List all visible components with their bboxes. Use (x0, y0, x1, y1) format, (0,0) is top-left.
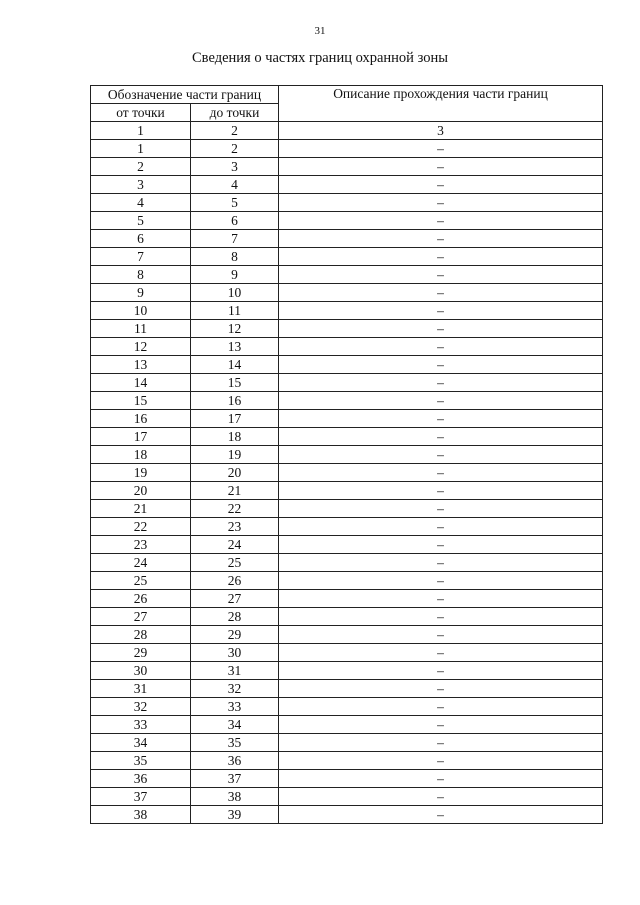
cell-description: – (279, 176, 603, 194)
cell-from-point: 21 (91, 500, 191, 518)
cell-description: – (279, 320, 603, 338)
cell-to-point: 39 (191, 806, 279, 824)
cell-description: – (279, 302, 603, 320)
cell-to-point: 26 (191, 572, 279, 590)
cell-description: – (279, 770, 603, 788)
cell-to-point: 33 (191, 698, 279, 716)
cell-from-point: 2 (91, 158, 191, 176)
table-row (91, 716, 603, 734)
cell-from-point: 14 (91, 374, 191, 392)
table-row (91, 608, 603, 626)
cell-description: – (279, 518, 603, 536)
column-number: 3 (279, 122, 603, 140)
cell-to-point: 17 (191, 410, 279, 428)
cell-description: – (279, 662, 603, 680)
cell-description: – (279, 284, 603, 302)
table-row (91, 374, 603, 392)
cell-to-point: 24 (191, 536, 279, 554)
table-row (91, 482, 603, 500)
cell-to-point: 22 (191, 500, 279, 518)
table-body (91, 140, 603, 824)
cell-to-point: 16 (191, 392, 279, 410)
cell-description: – (279, 266, 603, 284)
table-row (91, 806, 603, 824)
cell-from-point: 5 (91, 212, 191, 230)
page-number: 31 (314, 25, 326, 37)
cell-to-point: 36 (191, 752, 279, 770)
cell-to-point: 8 (191, 248, 279, 266)
cell-from-point: 18 (91, 446, 191, 464)
cell-from-point: 28 (91, 626, 191, 644)
cell-from-point: 33 (91, 716, 191, 734)
cell-description: – (279, 644, 603, 662)
cell-to-point: 35 (191, 734, 279, 752)
table-row (91, 734, 603, 752)
cell-to-point: 18 (191, 428, 279, 446)
table-row (91, 410, 603, 428)
table-row (91, 788, 603, 806)
cell-description: – (279, 590, 603, 608)
table-row (91, 140, 603, 158)
cell-description: – (279, 248, 603, 266)
table-row (91, 320, 603, 338)
table-row (91, 770, 603, 788)
cell-from-point: 19 (91, 464, 191, 482)
cell-description: – (279, 698, 603, 716)
cell-description: – (279, 554, 603, 572)
cell-description: – (279, 338, 603, 356)
cell-to-point: 19 (191, 446, 279, 464)
table-row (91, 518, 603, 536)
cell-to-point: 10 (191, 284, 279, 302)
cell-from-point: 15 (91, 392, 191, 410)
table-row (91, 680, 603, 698)
cell-from-point: 6 (91, 230, 191, 248)
cell-description: – (279, 212, 603, 230)
cell-to-point: 25 (191, 554, 279, 572)
cell-description: – (279, 752, 603, 770)
cell-description: – (279, 788, 603, 806)
cell-to-point: 29 (191, 626, 279, 644)
cell-from-point: 10 (91, 302, 191, 320)
cell-to-point: 31 (191, 662, 279, 680)
cell-to-point: 9 (191, 266, 279, 284)
cell-to-point: 28 (191, 608, 279, 626)
table-header-row (91, 86, 603, 104)
table-row (91, 248, 603, 266)
cell-from-point: 11 (91, 320, 191, 338)
table-row (91, 266, 603, 284)
header-description: Описание прохождения части границ (279, 86, 603, 122)
table-row (91, 698, 603, 716)
table-row (91, 644, 603, 662)
cell-to-point: 27 (191, 590, 279, 608)
cell-description: – (279, 230, 603, 248)
table-row (91, 536, 603, 554)
cell-to-point: 14 (191, 356, 279, 374)
cell-from-point: 30 (91, 662, 191, 680)
cell-to-point: 6 (191, 212, 279, 230)
cell-from-point: 16 (91, 410, 191, 428)
table-row (91, 572, 603, 590)
cell-from-point: 1 (91, 140, 191, 158)
cell-to-point: 12 (191, 320, 279, 338)
cell-from-point: 13 (91, 356, 191, 374)
cell-to-point: 13 (191, 338, 279, 356)
table-row (91, 752, 603, 770)
cell-from-point: 22 (91, 518, 191, 536)
header-from-point: от точки (91, 104, 191, 122)
cell-description: – (279, 140, 603, 158)
cell-to-point: 3 (191, 158, 279, 176)
cell-from-point: 38 (91, 806, 191, 824)
cell-from-point: 9 (91, 284, 191, 302)
cell-from-point: 12 (91, 338, 191, 356)
cell-from-point: 8 (91, 266, 191, 284)
cell-from-point: 35 (91, 752, 191, 770)
cell-description: – (279, 572, 603, 590)
cell-from-point: 25 (91, 572, 191, 590)
table-row (91, 446, 603, 464)
cell-to-point: 11 (191, 302, 279, 320)
cell-from-point: 37 (91, 788, 191, 806)
cell-description: – (279, 428, 603, 446)
table-row (91, 626, 603, 644)
cell-description: – (279, 356, 603, 374)
table-row (91, 176, 603, 194)
cell-to-point: 38 (191, 788, 279, 806)
cell-to-point: 21 (191, 482, 279, 500)
cell-from-point: 29 (91, 644, 191, 662)
cell-from-point: 27 (91, 608, 191, 626)
table-row (91, 662, 603, 680)
header-to-point: до точки (191, 104, 279, 122)
cell-from-point: 34 (91, 734, 191, 752)
cell-to-point: 37 (191, 770, 279, 788)
cell-from-point: 26 (91, 590, 191, 608)
cell-to-point: 2 (191, 140, 279, 158)
cell-description: – (279, 536, 603, 554)
cell-from-point: 32 (91, 698, 191, 716)
cell-to-point: 7 (191, 230, 279, 248)
table-row (91, 590, 603, 608)
column-number: 1 (91, 122, 191, 140)
column-number-row (91, 122, 603, 140)
cell-from-point: 4 (91, 194, 191, 212)
table-row (91, 464, 603, 482)
cell-description: – (279, 716, 603, 734)
cell-from-point: 17 (91, 428, 191, 446)
cell-from-point: 23 (91, 536, 191, 554)
cell-description: – (279, 680, 603, 698)
cell-from-point: 31 (91, 680, 191, 698)
cell-description: – (279, 410, 603, 428)
cell-from-point: 36 (91, 770, 191, 788)
cell-from-point: 3 (91, 176, 191, 194)
table-row (91, 302, 603, 320)
table-row (91, 338, 603, 356)
cell-to-point: 23 (191, 518, 279, 536)
cell-to-point: 5 (191, 194, 279, 212)
table-header (91, 86, 603, 140)
table-row (91, 212, 603, 230)
cell-to-point: 32 (191, 680, 279, 698)
table-row (91, 158, 603, 176)
cell-from-point: 20 (91, 482, 191, 500)
cell-from-point: 7 (91, 248, 191, 266)
cell-from-point: 24 (91, 554, 191, 572)
cell-to-point: 30 (191, 644, 279, 662)
cell-description: – (279, 446, 603, 464)
cell-description: – (279, 500, 603, 518)
cell-to-point: 20 (191, 464, 279, 482)
cell-description: – (279, 374, 603, 392)
table-row (91, 554, 603, 572)
cell-to-point: 34 (191, 716, 279, 734)
table-row (91, 284, 603, 302)
table-row (91, 500, 603, 518)
cell-description: – (279, 464, 603, 482)
cell-description: – (279, 806, 603, 824)
table-row (91, 428, 603, 446)
cell-description: – (279, 158, 603, 176)
cell-to-point: 4 (191, 176, 279, 194)
table-row (91, 392, 603, 410)
cell-description: – (279, 482, 603, 500)
cell-description: – (279, 734, 603, 752)
cell-description: – (279, 626, 603, 644)
table-row (91, 356, 603, 374)
boundary-parts-table (90, 85, 603, 824)
cell-description: – (279, 194, 603, 212)
header-designation: Обозначение части границ (91, 86, 279, 104)
column-number: 2 (191, 122, 279, 140)
cell-description: – (279, 392, 603, 410)
table-row (91, 194, 603, 212)
page-title: Сведения о частях границ охранной зоны (192, 50, 448, 66)
cell-to-point: 15 (191, 374, 279, 392)
table-row (91, 230, 603, 248)
cell-description: – (279, 608, 603, 626)
